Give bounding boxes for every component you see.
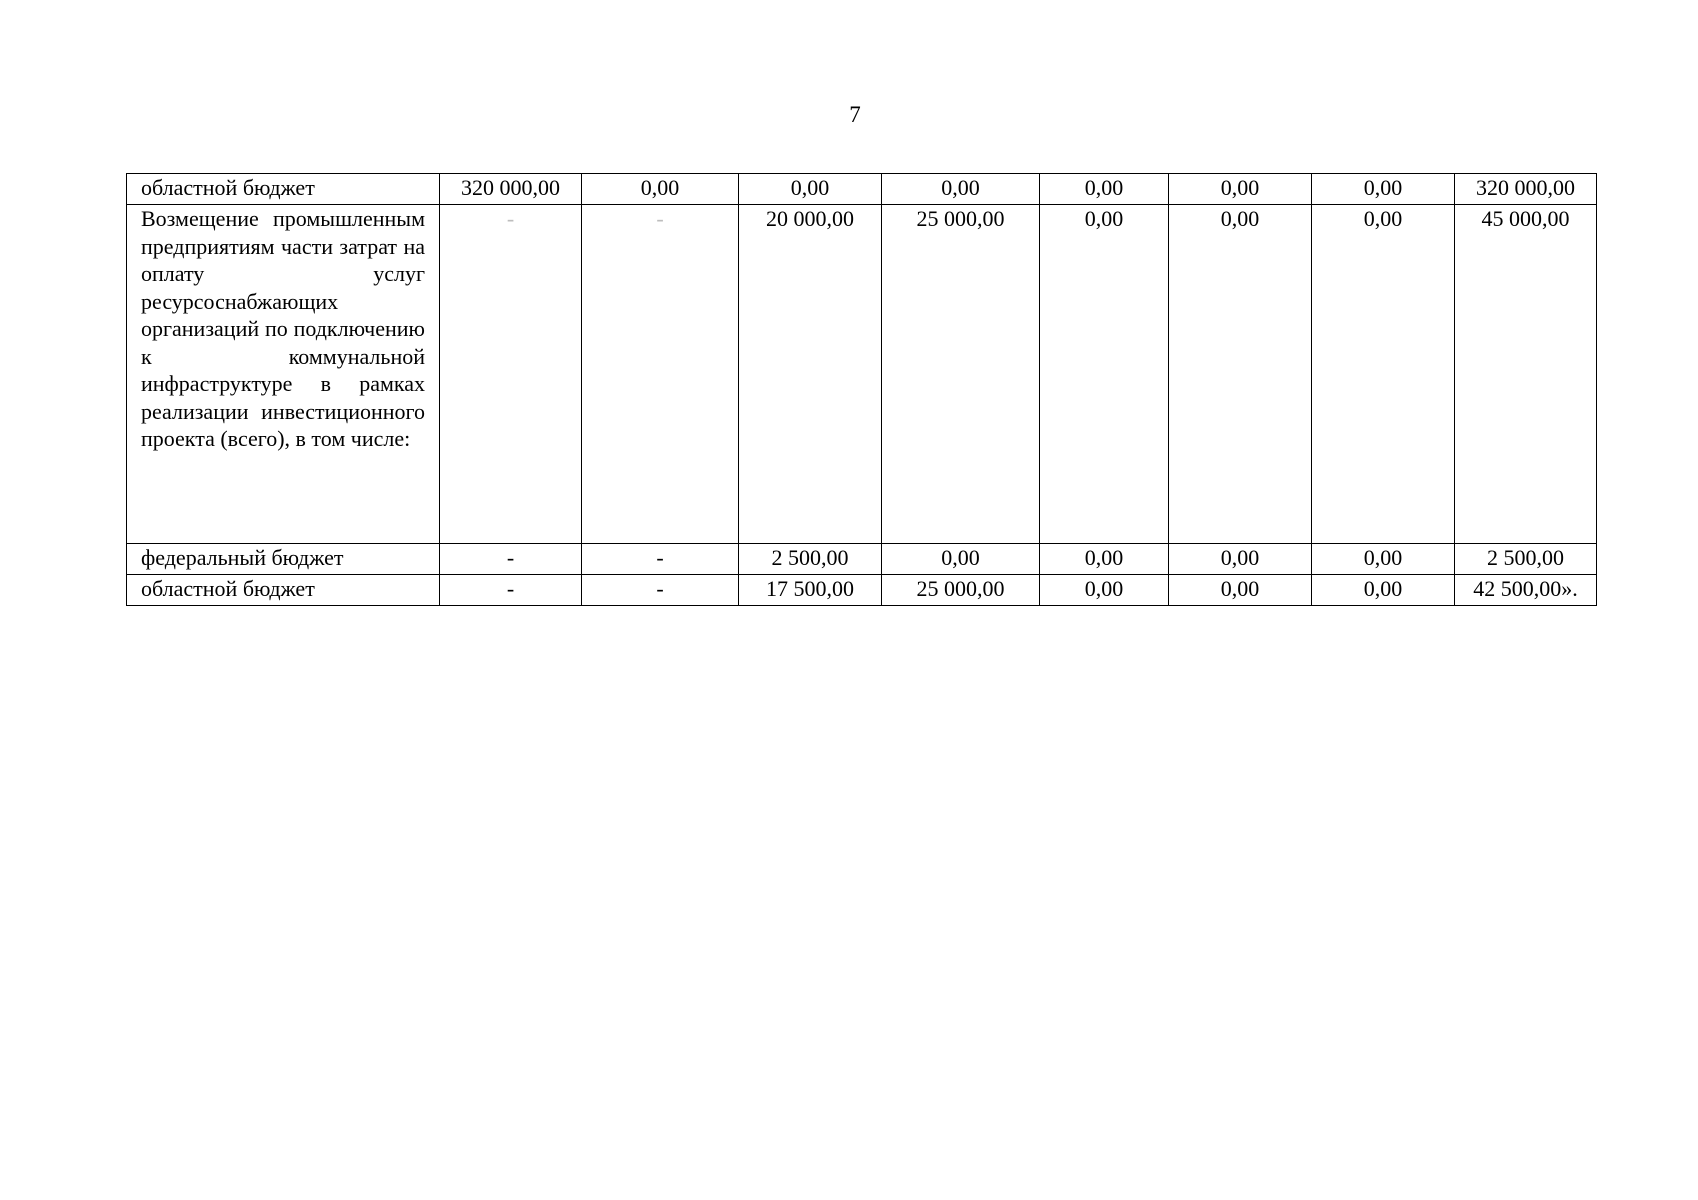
table-cell: - <box>440 205 582 544</box>
table-cell: 42 500,00». <box>1455 575 1597 606</box>
table-cell: 0,00 <box>582 174 739 205</box>
table-cell: - <box>440 544 582 575</box>
row-label: федеральный бюджет <box>127 544 440 575</box>
table-cell: 17 500,00 <box>739 575 882 606</box>
table-cell: 0,00 <box>1040 544 1169 575</box>
table-cell: 0,00 <box>1312 575 1455 606</box>
page-number: 7 <box>849 102 861 127</box>
table-cell: 0,00 <box>882 544 1040 575</box>
table-cell: 25 000,00 <box>882 205 1040 544</box>
table-row <box>127 174 1597 205</box>
table-cell: 0,00 <box>1169 544 1312 575</box>
table-cell: 0,00 <box>1040 575 1169 606</box>
table-cell: 0,00 <box>739 174 882 205</box>
row-label: областной бюджет <box>127 575 440 606</box>
table-row <box>127 575 1597 606</box>
table-cell: - <box>582 544 739 575</box>
budget-table <box>126 173 1597 606</box>
table-cell: 0,00 <box>1312 544 1455 575</box>
table-cell: 0,00 <box>1169 205 1312 544</box>
table-cell: 320 000,00 <box>440 174 582 205</box>
table-row <box>127 544 1597 575</box>
table-cell: 0,00 <box>1040 174 1169 205</box>
row-label: Возмещение промышленным предприятиям части затрат на оплату услуг ресурсоснабжающих организаций по подключению к коммунальной инфраструктуре в рамках реализации инвестиционного проекта (всего), в том числе: <box>127 205 440 544</box>
table-cell: 2 500,00 <box>739 544 882 575</box>
table-cell: 2 500,00 <box>1455 544 1597 575</box>
table-cell: 25 000,00 <box>882 575 1040 606</box>
table-row <box>127 205 1597 544</box>
table-cell: 0,00 <box>1169 174 1312 205</box>
table-cell: 0,00 <box>1169 575 1312 606</box>
row-label: областной бюджет <box>127 174 440 205</box>
table-cell: - <box>440 575 582 606</box>
table-cell: 0,00 <box>1312 174 1455 205</box>
table-cell: 45 000,00 <box>1455 205 1597 544</box>
table-cell: 20 000,00 <box>739 205 882 544</box>
table-cell: 320 000,00 <box>1455 174 1597 205</box>
table-cell: 0,00 <box>1312 205 1455 544</box>
table-cell: - <box>582 205 739 544</box>
table-cell: 0,00 <box>1040 205 1169 544</box>
table-cell: - <box>582 575 739 606</box>
table-cell: 0,00 <box>882 174 1040 205</box>
